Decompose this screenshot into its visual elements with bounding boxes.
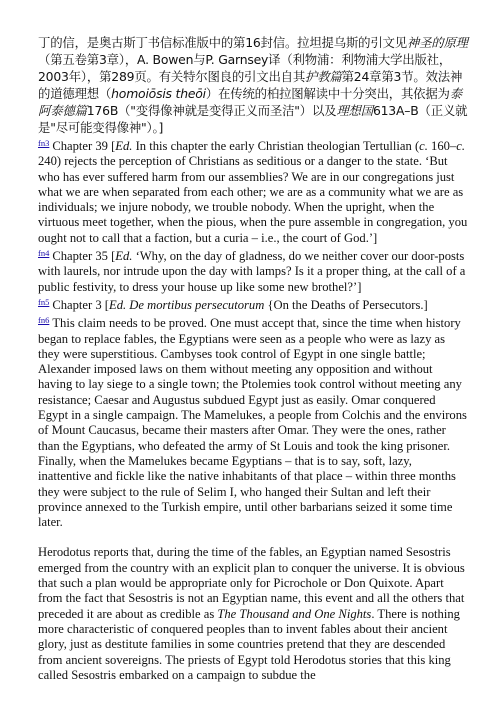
- editor-mark: Ed. De mortibus persecutorum: [109, 297, 265, 312]
- note-text: 176B（"变得像神就是变得正义而圣洁"）以及: [86, 103, 337, 118]
- work-title: 泰阿泰德篇: [38, 86, 462, 118]
- footnote-link-fn5[interactable]: fn5: [38, 296, 50, 307]
- work-title: 神圣的原理: [406, 35, 468, 50]
- paragraph-text: . There is nothing more characteristic of conquered peoples than to invent fables about their ancient glory, just as destitute families in some countries pretend that they are descended from ancient sovereigns. The priests of Egypt told Herodotus stories that this king called Sesostris embarked on a campaign to subdue the: [38, 606, 460, 682]
- work-title: 理想国: [336, 103, 373, 118]
- footnote-text: Chapter 35 [: [52, 249, 116, 264]
- editor-mark: Ed.: [115, 139, 133, 153]
- footnote-link-fn6[interactable]: fn6: [38, 315, 50, 326]
- circa-mark: c.: [456, 139, 465, 153]
- editor-mark: Ed.: [115, 249, 133, 264]
- footnote-fn5: [38, 295, 468, 313]
- footnote-link-fn4[interactable]: fn4: [38, 248, 50, 259]
- note-text: ）在传统的柏拉图解读中十分突出，其依据为: [205, 86, 450, 101]
- footnote-link-fn3[interactable]: fn3: [38, 138, 50, 148]
- footnote-text: 240) rejects the perception of Christians as seditious or a danger to the state. ‘But who has ever suffered harm from our assemblies? We are in our congregations just what we are when separated from each other; we are as a community what we are as individuals; we injure nobody, we trouble nobody. When the upright, when the virtuous meet together, when the pious, when the pure assemble in congregation, you ought not to call that a faction, but a curia – i.e., the court of God.’]: [38, 154, 468, 245]
- footnote-text: {On the Deaths of Persecutors.]: [264, 297, 428, 312]
- greek-term: homoiōsis theōi: [111, 86, 206, 101]
- footnote-text: Chapter 39 [: [52, 139, 116, 153]
- note-text: 丁的信，是奥古斯丁书信标准版中的第16封信。拉坦提乌斯的引文见: [38, 35, 407, 50]
- work-title: 护教篇: [305, 69, 342, 84]
- note-text: 第24章第3节。效法神的道德理想（: [38, 69, 463, 101]
- footnote-text: 160–: [427, 139, 457, 153]
- footnote-text: Chapter 3 [: [52, 297, 109, 312]
- note-text: （第五卷第3章），A. Bowen与P. Garnsey译（利物浦：利物浦大学出版社，2003年），第289页。有关特尔图良的引文出自其: [38, 52, 452, 84]
- footnote-text: ‘Why, on the day of gladness, do we neither cover our door-posts with laurels, nor intrude upon the day with lamps? Is it a proper thing, at the call of a public festivity, to dress your house up like some new brothel?’]: [38, 249, 466, 294]
- note-text: 613A–B（正义就是"尽可能变得像神"）。]: [38, 103, 468, 135]
- work-title: The Thousand and One Nights: [217, 606, 372, 621]
- paragraph-text: Herodotus reports that, during the time of the fables, an Egyptian named Sesostris emerged from the country with an explicit plan to conquer the universe. It is obvious that such a plan would be appropriate only for Picrochole or Don Quixote. Apart from the fact that Sesostris is not an Egyptian name, this event and all the others that preceded it are about as credible as: [38, 545, 465, 621]
- chinese-translator-note: [38, 34, 468, 136]
- footnote-fn4: [38, 246, 468, 295]
- footnote-fn3: [38, 136, 468, 246]
- footnote-text: This claim needs to be proved. One must accept that, since the time when history began to replace fables, the Egyptians were seen as a people who were as lazy as they were superstitious. Cambyses took control of Egypt in one single battle; Alexander imposed laws on them without meeting any opposition and without having to lay siege to a single town; the Ptolemies took control without meeting any resistance; Caesar and Augustus subdued Egypt just as easily. Omar conquered Egypt in a single campaign. The Mamelukes, a people from Colchis and the environs of Mount Caucasus, became their masters after Omar. They were the ones, rather than the Egyptians, who defeated the army of St Louis and took the king prisoner. Finally, when the Mamelukes became Egyptians – that is to say, soft, lazy, inattentive and fickle like the native inhabitants of that place – within three months they were subject to the rule of Selim I, who hanged their Sultan and left their province annexed to the Turkish empire, until other barbarians seized it some time later.: [38, 316, 467, 530]
- body-paragraph: [38, 545, 468, 683]
- footnote-text: In this chapter the early Christian theologian Tertullian (: [132, 139, 420, 153]
- document-page: [38, 34, 468, 683]
- circa-mark: c.: [419, 139, 428, 153]
- footnote-fn6: [38, 313, 468, 530]
